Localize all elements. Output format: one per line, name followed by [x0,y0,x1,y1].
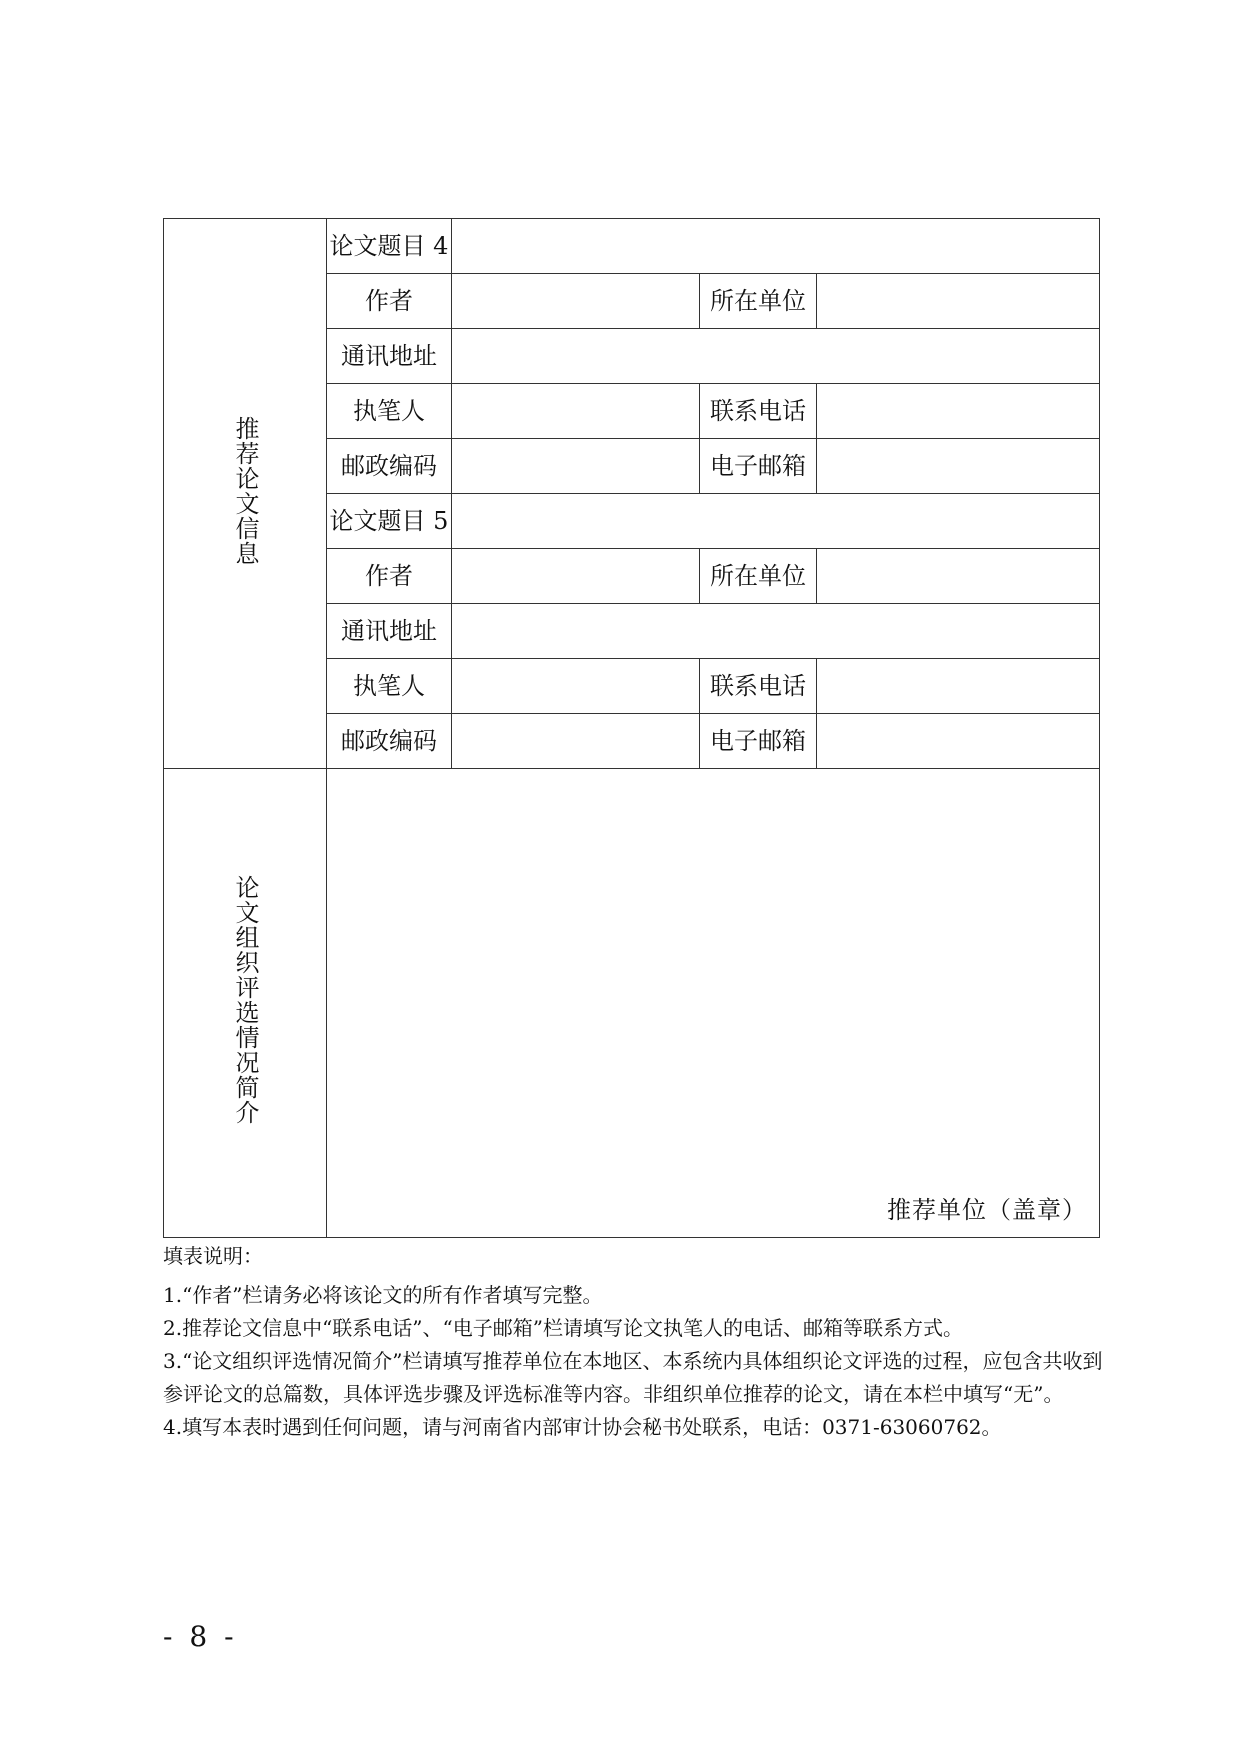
page-number: - 8 - [163,1620,238,1653]
paper-4-author-label: 作者 [327,274,452,329]
paper-4-phone-label: 联系电话 [700,384,817,439]
paper-4-author-field[interactable] [452,274,700,329]
paper-4-phone-field[interactable] [817,384,1100,439]
summary-row [164,769,1100,1238]
paper-5-author-field[interactable] [452,549,700,604]
paper-5-address-field[interactable] [452,604,1100,659]
paper-5-postcode-field[interactable] [452,714,700,769]
filling-instructions [163,1240,1103,1444]
paper-5-writer-field[interactable] [452,659,700,714]
paper-4-postcode-label: 邮政编码 [327,439,452,494]
summary-field[interactable] [327,769,1100,1238]
instruction-item: 1.“作者”栏请务必将该论文的所有作者填写完整。 [163,1283,603,1307]
paper-5-email-field[interactable] [817,714,1100,769]
paper-5-unit-field[interactable] [817,549,1100,604]
instruction-item: 3.“论文组织评选情况简介”栏请填写推荐单位在本地区、本系统内具体组织论文评选的过程，应包含共收到参评论文的总篇数，具体评选步骤及评选标准等内容。非组织单位推荐的论文，请在本栏中填写“无”。 [163,1349,1103,1406]
recommended-info-label-cell [164,219,327,769]
paper-4-title-row [164,219,1100,274]
instruction-item: 2.推荐论文信息中“联系电话”、“电子邮箱”栏请填写论文执笔人的电话、邮箱等联系方式。 [163,1316,963,1340]
paper-5-postcode-label: 邮政编码 [327,714,452,769]
paper-5-writer-label: 执笔人 [327,659,452,714]
paper-4-title-label: 论文题目 4 [327,219,452,274]
summary-label: 论文组织评选情况简介 [231,875,259,1126]
paper-4-address-label: 通讯地址 [327,329,452,384]
instructions-heading: 填表说明： [163,1244,263,1268]
instruction-item: 4.填写本表时遇到任何问题，请与河南省内部审计协会秘书处联系，电话：0371-63060762。 [163,1415,1002,1439]
paper-4-email-label: 电子邮箱 [700,439,817,494]
recommendation-form-table [163,218,1100,1238]
recommended-info-label: 推荐论文信息 [231,415,259,566]
paper-4-writer-label: 执笔人 [327,384,452,439]
paper-5-phone-label: 联系电话 [700,659,817,714]
paper-4-unit-field[interactable] [817,274,1100,329]
seal-label: 推荐单位（盖章） [887,1195,1088,1224]
paper-5-author-label: 作者 [327,549,452,604]
paper-5-email-label: 电子邮箱 [700,714,817,769]
paper-4-unit-label: 所在单位 [700,274,817,329]
paper-4-address-field[interactable] [452,329,1100,384]
summary-label-cell [164,769,327,1238]
paper-4-title-field[interactable] [452,219,1100,274]
paper-5-title-field[interactable] [452,494,1100,549]
paper-4-email-field[interactable] [817,439,1100,494]
paper-5-phone-field[interactable] [817,659,1100,714]
paper-4-writer-field[interactable] [452,384,700,439]
paper-5-title-label: 论文题目 5 [327,494,452,549]
paper-5-unit-label: 所在单位 [700,549,817,604]
paper-4-postcode-field[interactable] [452,439,700,494]
paper-5-address-label: 通讯地址 [327,604,452,659]
